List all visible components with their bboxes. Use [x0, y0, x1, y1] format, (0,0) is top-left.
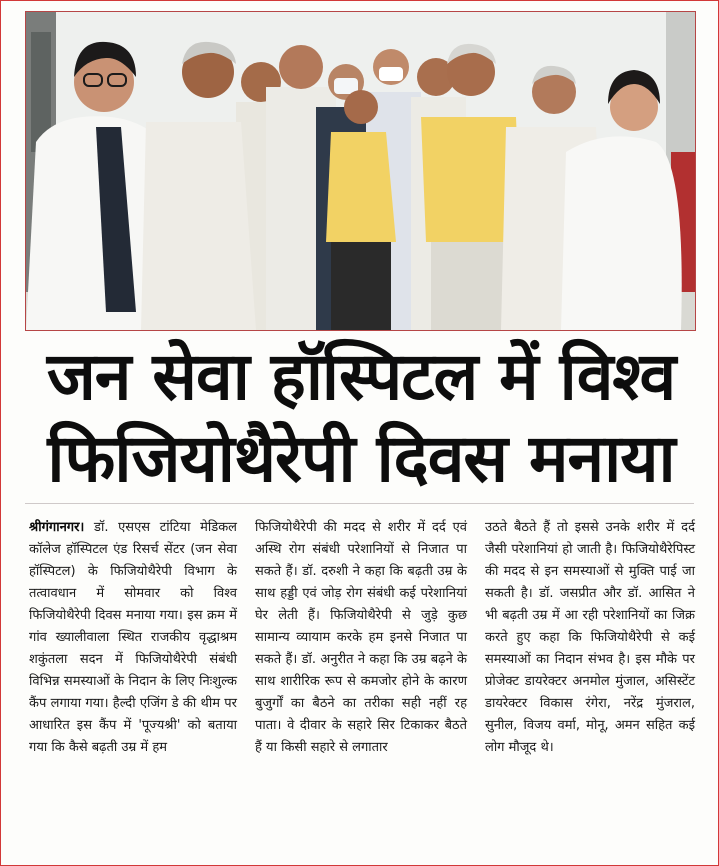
column-1-text: डॉ. एसएस टांटिया मेडिकल कॉलेज हॉस्पिटल एंड रिसर्च सेंटर (जन सेवा हॉस्पिटल) के फिजियोथैरेपी विभाग के तत्वावधान में सोमवार को विश्व फिजियोथैरेपी दिवस मनाया गया। इस क्रम में गांव ख्यालीवाला स्थित राजकीय वृद्धाश्रम शकुंतला सदन में फिजियोथैरेपी संबंधी विभिन्न समस्याओं के निदान के लिए निःशुल्क कैंप लगाया गया। हैल्दी एजिंग डे की थीम पर आधारित इस कैंप में 'पूज्यश्री' को बताया गया कि कैसे बढ़ती उम्र में हम [29, 520, 237, 755]
group-photo-illustration [26, 12, 695, 330]
article-column-3: उठते बैठते हैं तो इससे उनके शरीर में दर्द जैसी परेशानियां हो जाती है। फिजियोथैरेपिस्ट की मदद से इन समस्याओं से मुक्ति पाई जा सकती है। डॉ. जसप्रीत और डॉ. आसित ने भी बढ़ती उम्र में आ रही परेशानियों का जिक्र करते हुए कहा कि फिजियोथैरेपी से कई समस्याओं का निदान संभव है। इस मौके पर प्रोजेक्ट डायरेक्टर अनमोल मुंजाल, असिस्टेंट डायरेक्टर विकास रंगेरा, नरेंद्र मुंजराल, सुनील, विजय वर्मा, मोनू, अमन सहित कई लोग मौजूद थे। [485, 520, 695, 755]
article-column-2: फिजियोथैरेपी की मदद से शरीर में दर्द एवं अस्थि रोग संबंधी परेशानियों से निजात पा सकते हैं। डॉ. दरुशी ने कहा कि बढ़ती उम्र के साथ हड्डी एवं जोड़ रोग संबंधी कई परेशानियां घेर लेती हैं। फिजियोथैरेपी से जुड़े कुछ सामान्य व्यायाम करके हम इनसे निजात पा सकते हैं। डॉ. अनुरीत ने कहा कि उम्र बढ़ने के साथ शारीरिक रूप से कमजोर होने के कारण बुजुर्गों का बैठने का तरीका सही नहीं रह पाता। वे दीवार के सहारे सिर टिकाकर बैठते हैं या किसी सहारे से लगातार [255, 520, 467, 755]
dateline: श्रीगंगानगर। [29, 520, 85, 535]
headline-line-1: जन सेवा हॉस्पिटल में विश्व [46, 338, 676, 415]
group-photo [25, 11, 696, 331]
headline-divider [25, 503, 694, 504]
headline-line-2: फिजियोथैरेपी दिवस मनाया [47, 420, 675, 497]
article-column-1 [29, 517, 237, 759]
